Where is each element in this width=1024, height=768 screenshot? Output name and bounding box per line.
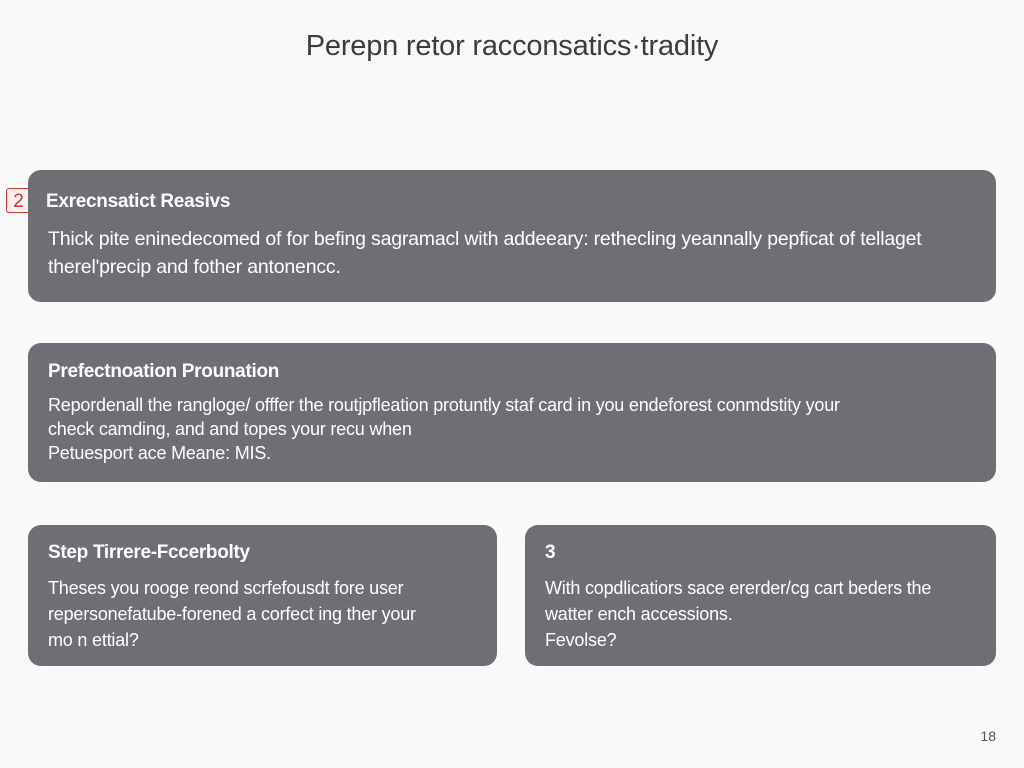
card-title: 3 (545, 542, 556, 563)
info-card-4 (525, 525, 996, 666)
card-body-line: With copdlicatiors sace ererder/cg cart beders the (545, 578, 932, 598)
card-body-line: Fevolse? (545, 630, 617, 650)
card-body-line: mo n ettial? (48, 630, 139, 650)
card-body (48, 575, 478, 653)
card-body (545, 575, 975, 653)
card-body: Thick pite eninedecomed of for befing sagramacl with addeeary: rethecling yeannally pepficat of tellaget therel'precip and fother antonencc. (48, 228, 922, 278)
page-title: Perepn retor racconsatics·tradity (305, 30, 719, 62)
card-title: Step Tirrere-Fccerbolty (48, 542, 250, 563)
info-card-3 (28, 525, 497, 666)
page-number: 18 (980, 728, 996, 744)
card-title: Exrecnsatict Reasivs (46, 191, 231, 212)
card-body-line: Theses you rooge reond scrfefousdt fore user (48, 578, 404, 598)
card-body-line: Petuesport ace Meane: MIS. (48, 443, 271, 463)
card-title: Prefectnoation Prounation (48, 361, 280, 382)
info-card-1 (28, 170, 996, 302)
card-body-line: watter ench accessions. (545, 604, 733, 624)
card-body-line: check camding, and and topes your recu when (48, 419, 412, 439)
step-marker: 2 (6, 188, 31, 213)
card-body (48, 393, 968, 465)
card-body-line: Repordenall the ranglogе/ offfer the routjpfleation protuntly staf card in you endeforest conmdstity your (48, 395, 840, 415)
info-card-2 (28, 343, 996, 482)
card-body-line: repersonefatube-forened a corfect ing ther your (48, 604, 416, 624)
